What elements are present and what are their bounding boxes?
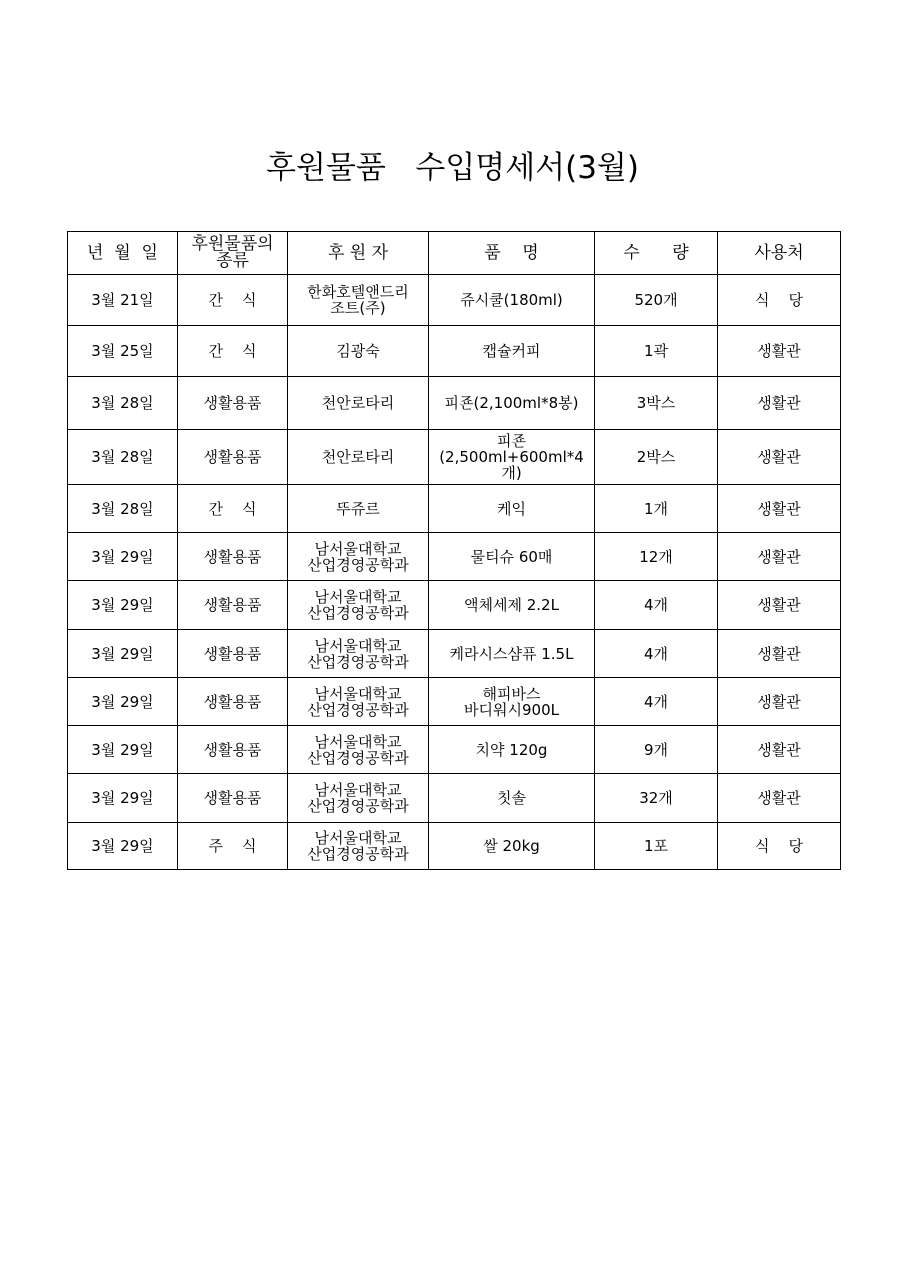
cell-item: 쌀 20kg — [429, 823, 595, 870]
cell-date: 3월 28일 — [68, 377, 178, 430]
cell-quantity: 12개 — [595, 533, 718, 581]
cell-category: 생활용품 — [178, 774, 288, 823]
cell-quantity: 1포 — [595, 823, 718, 870]
table-row — [68, 430, 841, 485]
cell-donor: 남서울대학교 산업경영공학과 — [288, 726, 429, 774]
header-quantity: 수 량 — [595, 232, 718, 275]
table-row — [68, 774, 841, 823]
cell-destination: 생활관 — [718, 581, 841, 630]
cell-destination: 생활관 — [718, 430, 841, 485]
header-date: 년 월 일 — [68, 232, 178, 275]
cell-item: 케라시스샴퓨 1.5L — [429, 630, 595, 678]
cell-donor: 천안로타리 — [288, 430, 429, 485]
cell-date: 3월 29일 — [68, 823, 178, 870]
header-item: 품 명 — [429, 232, 595, 275]
cell-quantity: 4개 — [595, 581, 718, 630]
cell-destination: 생활관 — [718, 774, 841, 823]
table-row — [68, 630, 841, 678]
cell-category: 간 식 — [178, 326, 288, 377]
cell-donor: 한화호텔앤드리 조트(주) — [288, 275, 429, 326]
cell-destination: 생활관 — [718, 485, 841, 533]
cell-destination: 생활관 — [718, 678, 841, 726]
header-destination: 사용처 — [718, 232, 841, 275]
table-row — [68, 326, 841, 377]
cell-destination: 생활관 — [718, 533, 841, 581]
cell-destination: 생활관 — [718, 630, 841, 678]
cell-category: 생활용품 — [178, 678, 288, 726]
cell-item: 칫솔 — [429, 774, 595, 823]
cell-item: 피죤 (2,500ml+600ml*4 개) — [429, 430, 595, 485]
table-row — [68, 377, 841, 430]
cell-category: 간 식 — [178, 275, 288, 326]
cell-donor: 천안로타리 — [288, 377, 429, 430]
donation-table — [67, 231, 841, 870]
cell-date: 3월 29일 — [68, 678, 178, 726]
cell-destination: 생활관 — [718, 726, 841, 774]
cell-quantity: 520개 — [595, 275, 718, 326]
cell-category: 생활용품 — [178, 726, 288, 774]
cell-category: 생활용품 — [178, 533, 288, 581]
cell-quantity: 2박스 — [595, 430, 718, 485]
cell-date: 3월 29일 — [68, 533, 178, 581]
header-category: 후원물품의 종류 — [178, 232, 288, 275]
cell-quantity: 4개 — [595, 630, 718, 678]
table-row — [68, 726, 841, 774]
cell-category: 생활용품 — [178, 430, 288, 485]
cell-category: 생활용품 — [178, 377, 288, 430]
cell-quantity: 9개 — [595, 726, 718, 774]
cell-quantity: 3박스 — [595, 377, 718, 430]
table-row — [68, 678, 841, 726]
cell-category: 생활용품 — [178, 630, 288, 678]
cell-date: 3월 29일 — [68, 774, 178, 823]
cell-date: 3월 29일 — [68, 726, 178, 774]
page-title: 후원물품 수입명세서(3월) — [266, 150, 639, 186]
cell-item: 케익 — [429, 485, 595, 533]
cell-quantity: 1개 — [595, 485, 718, 533]
cell-category: 간 식 — [178, 485, 288, 533]
cell-destination: 생활관 — [718, 377, 841, 430]
cell-category: 주 식 — [178, 823, 288, 870]
cell-item: 물티슈 60매 — [429, 533, 595, 581]
header-row — [68, 232, 841, 275]
table-row — [68, 533, 841, 581]
cell-quantity: 1곽 — [595, 326, 718, 377]
cell-category: 생활용품 — [178, 581, 288, 630]
cell-donor: 남서울대학교 산업경영공학과 — [288, 774, 429, 823]
cell-date: 3월 29일 — [68, 630, 178, 678]
cell-item: 액체세제 2.2L — [429, 581, 595, 630]
cell-item: 치약 120g — [429, 726, 595, 774]
cell-date: 3월 28일 — [68, 430, 178, 485]
table-row — [68, 581, 841, 630]
cell-donor: 뚜쥬르 — [288, 485, 429, 533]
cell-item: 해피바스 바디워시900L — [429, 678, 595, 726]
table-row — [68, 275, 841, 326]
table-row — [68, 823, 841, 870]
cell-date: 3월 25일 — [68, 326, 178, 377]
cell-donor: 남서울대학교 산업경영공학과 — [288, 581, 429, 630]
cell-item: 캡슐커피 — [429, 326, 595, 377]
cell-destination: 생활관 — [718, 326, 841, 377]
cell-quantity: 32개 — [595, 774, 718, 823]
cell-date: 3월 28일 — [68, 485, 178, 533]
cell-item: 피죤(2,100ml*8봉) — [429, 377, 595, 430]
cell-date: 3월 21일 — [68, 275, 178, 326]
cell-donor: 남서울대학교 산업경영공학과 — [288, 823, 429, 870]
cell-donor: 남서울대학교 산업경영공학과 — [288, 630, 429, 678]
cell-donor: 김광숙 — [288, 326, 429, 377]
cell-donor: 남서울대학교 산업경영공학과 — [288, 533, 429, 581]
cell-destination: 식 당 — [718, 275, 841, 326]
cell-donor: 남서울대학교 산업경영공학과 — [288, 678, 429, 726]
cell-destination: 식 당 — [718, 823, 841, 870]
header-donor: 후 원 자 — [288, 232, 429, 275]
cell-date: 3월 29일 — [68, 581, 178, 630]
cell-quantity: 4개 — [595, 678, 718, 726]
table-row — [68, 485, 841, 533]
cell-item: 쥬시쿨(180ml) — [429, 275, 595, 326]
